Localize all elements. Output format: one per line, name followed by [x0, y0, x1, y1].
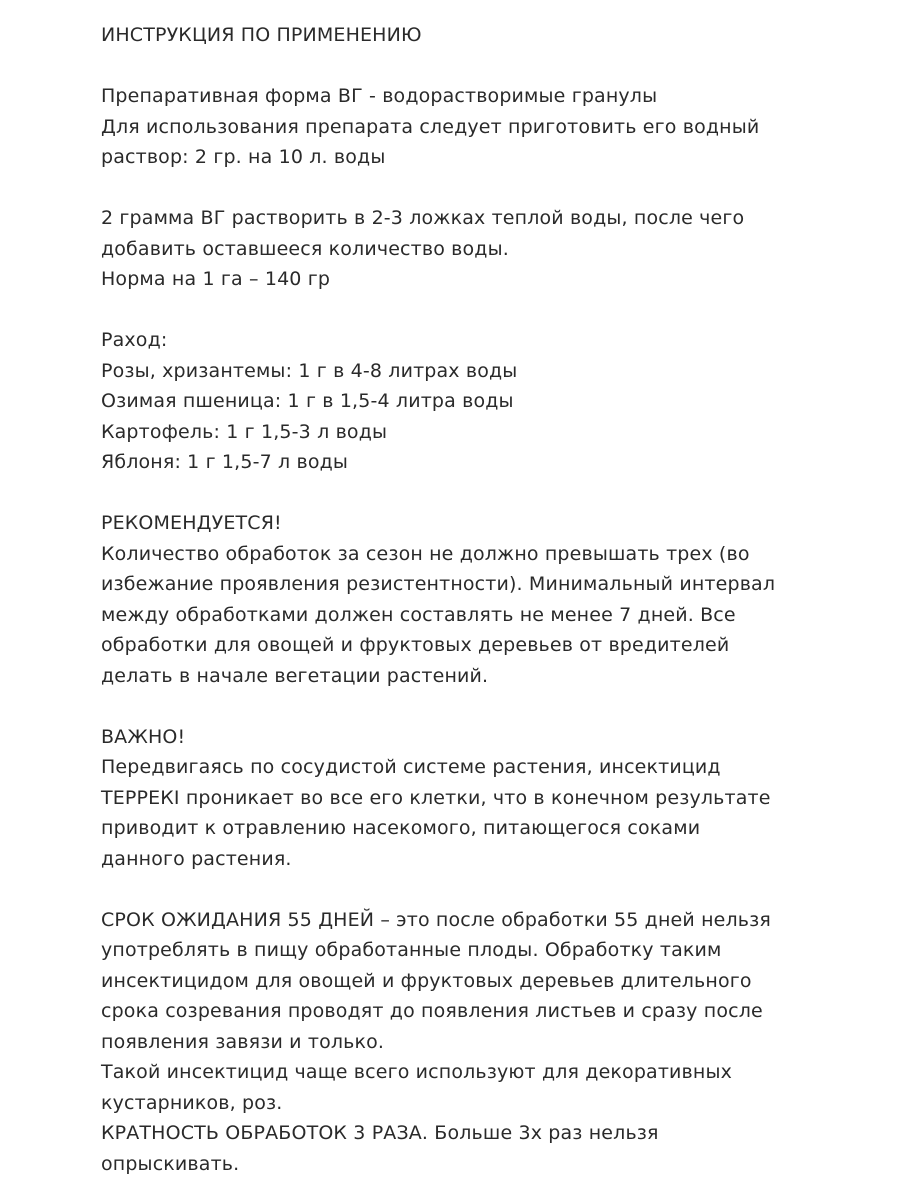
paragraph-gap — [101, 691, 891, 722]
section-heading: ВАЖНО! — [101, 725, 186, 748]
text-line: Розы, хризантемы: 1 г в 4-8 литрах воды — [101, 359, 518, 382]
text-line: Озимая пшеница: 1 г в 1,5-4 литра воды — [101, 390, 514, 412]
paragraph-gap — [101, 173, 891, 204]
paragraph-gap — [101, 51, 891, 82]
text-line: употреблять в пищу обработанные плоды. Обработку таким — [101, 939, 722, 961]
paragraph-gap — [101, 874, 891, 905]
text-line: делать в начале вегетации растений. — [101, 664, 489, 687]
document-title: ИНСТРУКЦИЯ ПО ПРИМЕНЕНИЮ — [101, 24, 422, 46]
text-line: кустарников, роз. — [101, 1091, 283, 1114]
text-line: избежание проявления резистентности). Минимальный интервал — [101, 573, 776, 595]
section-heading: РЕКОМЕНДУЕТСЯ! — [101, 512, 282, 534]
text-line: СРОК ОЖИДАНИЯ 55 ДНЕЙ – это после обработки 55 дней нельзя — [101, 908, 771, 931]
text-line: инсектицидом для овощей и фруктовых деревьев длительного — [101, 969, 752, 992]
text-line: Количество обработок за сезон не должно превышать трех (во — [101, 542, 750, 565]
text-line: Норма на 1 га – 140 гр — [101, 268, 331, 290]
text-line: данного растения. — [101, 847, 292, 870]
section-dosage-form — [101, 81, 891, 173]
section-preparation — [101, 203, 891, 295]
text-line: Картофель: 1 г 1,5-3 л воды — [101, 420, 388, 443]
section-consumption — [101, 325, 891, 478]
text-line: добавить оставшееся количество воды. — [101, 237, 509, 260]
text-line: Передвигаясь по сосудистой системе растения, инсектицид — [101, 756, 721, 778]
instruction-document — [101, 20, 891, 1179]
text-line: срока созревания проводят до появления листьев и сразу после — [101, 1000, 763, 1022]
section-important — [101, 722, 891, 875]
section-recommended — [101, 508, 891, 691]
text-line: Препаративная форма ВГ - водорастворимые гранулы — [101, 85, 658, 107]
section-heading: Раход: — [101, 329, 168, 351]
text-line: раствор: 2 гр. на 10 л. воды — [101, 146, 386, 168]
text-line: ТЕРРЕКI проникает во все его клетки, что в конечном результате — [101, 786, 771, 809]
text-line: опрыскивать. — [101, 1152, 240, 1175]
paragraph-gap — [101, 478, 891, 509]
text-line: появления завязи и только. — [101, 1030, 385, 1053]
text-line: Такой инсектицид чаще всего используют для декоративных — [101, 1061, 733, 1083]
text-line: 2 грамма ВГ растворить в 2-3 ложках теплой воды, после чего — [101, 207, 745, 229]
text-line: Яблоня: 1 г 1,5-7 л воды — [101, 451, 349, 473]
text-line: приводит к отравлению насекомого, питающегося соками — [101, 817, 701, 839]
section-waiting-period — [101, 905, 891, 1180]
paragraph-gap — [101, 295, 891, 326]
text-line: между обработками должен составлять не менее 7 дней. Все — [101, 603, 736, 626]
text-line: обработки для овощей и фруктовых деревьев от вредителей — [101, 634, 730, 656]
text-line: КРАТНОСТЬ ОБРАБОТОК 3 РАЗА. Больше 3х раз нельзя — [101, 1122, 659, 1144]
text-line: Для использования препарата следует приготовить его водный — [101, 115, 760, 138]
